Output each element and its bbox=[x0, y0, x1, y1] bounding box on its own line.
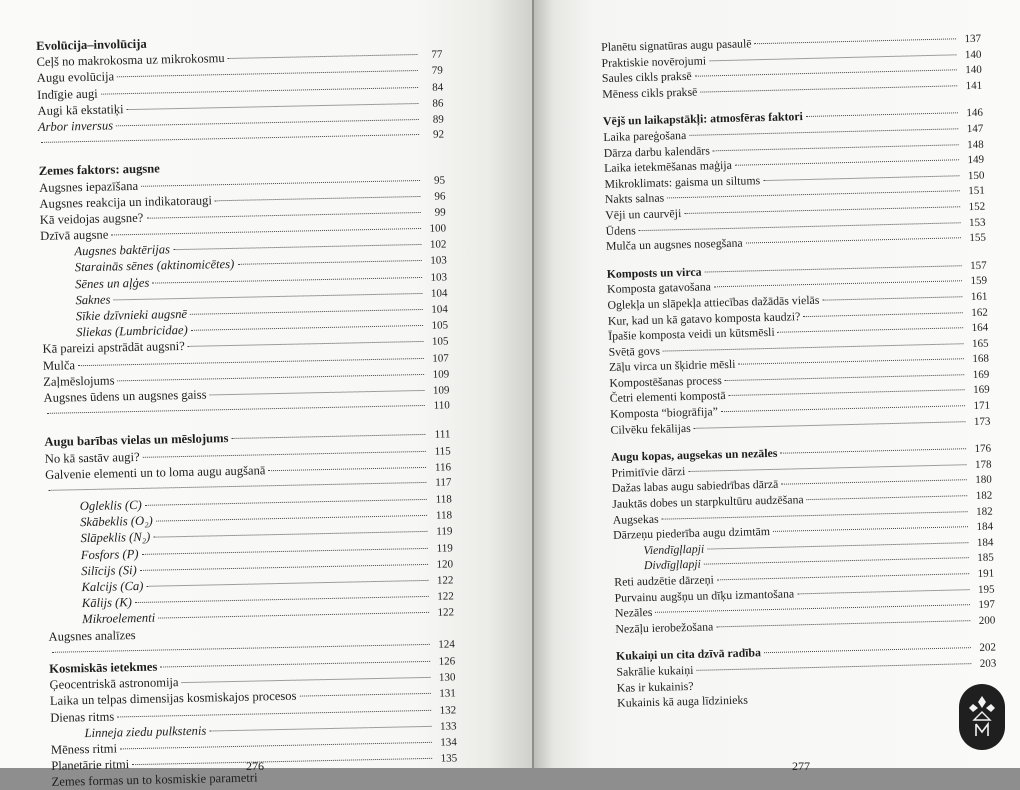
toc-entry-page: 105 bbox=[426, 318, 448, 335]
dot-leader bbox=[143, 450, 426, 457]
dot-leader bbox=[713, 144, 959, 151]
toc-entry-page: 131 bbox=[434, 686, 456, 703]
toc-entry-title: Oglekļa un slāpekļa attiecības dažādās vielās bbox=[607, 293, 819, 314]
toc-entry-title: Augsekas bbox=[613, 511, 659, 528]
dot-leader bbox=[763, 175, 959, 181]
toc-entry-title: Mēness ritmi bbox=[51, 740, 117, 758]
dot-leader bbox=[780, 448, 966, 454]
toc-entry-title: Silīcijs (Si) bbox=[81, 562, 137, 579]
toc-entry-title: Svētā govs bbox=[608, 343, 660, 360]
dot-leader bbox=[807, 495, 968, 500]
dot-leader bbox=[773, 526, 968, 532]
dot-leader bbox=[209, 726, 431, 732]
dot-leader bbox=[228, 54, 418, 59]
toc-entry-title: Kukainis kā auga līdzinieks bbox=[617, 693, 748, 712]
toc-entry-page: 152 bbox=[963, 200, 985, 216]
toc-entry-title: Augsnes baktērijas bbox=[74, 241, 170, 259]
toc-entry-title: Praktiskie novērojumi bbox=[601, 53, 706, 71]
dot-leader bbox=[709, 54, 956, 61]
toc-entry-page: 103 bbox=[425, 253, 447, 270]
toc-entry-page: 109 bbox=[427, 366, 449, 383]
logo-badge bbox=[959, 684, 1005, 750]
toc-entry-title: Ūdens bbox=[605, 223, 636, 239]
toc-entry-page: 168 bbox=[967, 352, 989, 368]
dot-leader bbox=[746, 237, 961, 243]
toc-entry-title: Zaļmēslojums bbox=[43, 372, 115, 390]
toc-entry-title: Indīgie augi bbox=[37, 85, 98, 102]
toc-entry-page: 132 bbox=[434, 702, 456, 719]
toc-entry-title: Evolūcija–involūcija bbox=[36, 36, 147, 55]
dot-leader bbox=[152, 277, 422, 284]
toc-entry-title: Mēness cikls praksē bbox=[602, 84, 697, 102]
toc-entry-page: 105 bbox=[426, 334, 448, 351]
toc-entry-page: 184 bbox=[971, 535, 993, 551]
toc-entry-page: 119 bbox=[430, 524, 452, 541]
toc-entry-page: 102 bbox=[424, 237, 446, 254]
toc-entry-page: 122 bbox=[432, 589, 454, 606]
dot-leader bbox=[140, 564, 428, 571]
toc-entry-page: 109 bbox=[427, 382, 449, 399]
toc-entry-page: 100 bbox=[424, 221, 446, 238]
toc-entry-title: Viendīgļlapji bbox=[643, 541, 704, 558]
toc-entry-page: 122 bbox=[432, 605, 454, 622]
dot-leader bbox=[153, 531, 427, 538]
toc-entry-page: 133 bbox=[434, 718, 456, 735]
toc-entry-title: Kukaiņi un cita dzīvā radība bbox=[616, 646, 761, 665]
toc-entry-title: Nezāles bbox=[615, 605, 653, 622]
toc-entry-page: 153 bbox=[963, 215, 985, 231]
dot-leader bbox=[190, 309, 423, 315]
toc-entry-title: Sīkie dzīvnieki augsnē bbox=[76, 306, 188, 325]
toc-entry-title: Dārza darbu kalendārs bbox=[604, 143, 710, 161]
dot-leader bbox=[142, 548, 428, 555]
toc-entry-page bbox=[694, 689, 716, 690]
dot-leader bbox=[237, 260, 421, 265]
dot-leader bbox=[113, 293, 422, 300]
dot-leader bbox=[145, 499, 427, 506]
toc-entry-title: Mikroelementi bbox=[82, 610, 155, 628]
toc-entry-title: Augu evolūcija bbox=[37, 69, 115, 87]
toc-entry-page: 146 bbox=[961, 106, 983, 122]
dot-leader bbox=[141, 179, 420, 186]
toc-entry-title: Nezāļu ierobežošana bbox=[615, 619, 713, 637]
toc-entry-page: 116 bbox=[429, 459, 451, 476]
dot-leader bbox=[135, 596, 429, 603]
toc-entry-title: Divdīgļlapji bbox=[644, 557, 701, 574]
toc-entry-title: Mulča bbox=[43, 357, 76, 374]
toc-entry-page: 182 bbox=[970, 489, 992, 505]
dot-leader bbox=[156, 515, 427, 522]
toc-entry-page: 118 bbox=[430, 491, 452, 508]
toc-entry-page: 96 bbox=[423, 188, 445, 205]
toc-entry-title: Kālijs (K) bbox=[82, 594, 132, 611]
dot-leader bbox=[704, 558, 969, 565]
dot-leader bbox=[160, 661, 430, 668]
toc-entry-page: 184 bbox=[971, 520, 993, 536]
dot-leader bbox=[182, 677, 431, 683]
toc-entry-page: 95 bbox=[423, 172, 445, 189]
toc-entry-title: Dažas labas augu sabiedrības dārzā bbox=[612, 477, 779, 497]
toc-entry-title: Augi kā ekstatiķi bbox=[37, 101, 123, 119]
toc-entry-page: 178 bbox=[969, 457, 991, 473]
toc-entry-page: 110 bbox=[428, 398, 450, 415]
toc-entry-title: Arbor inversus bbox=[38, 117, 114, 135]
toc-entry-title: Dārzeņu piederība augu dzimtām bbox=[613, 524, 770, 543]
dot-leader bbox=[268, 467, 426, 471]
toc-right bbox=[601, 31, 997, 712]
toc-entry-page: 185 bbox=[972, 551, 994, 567]
toc-entry-page: 89 bbox=[422, 111, 444, 128]
dot-leader bbox=[215, 196, 421, 201]
toc-entry-page: 141 bbox=[960, 78, 982, 94]
toc-entry-title: Dzīvā augsne bbox=[40, 227, 109, 245]
toc-entry-title: Purvainu augšņu un dīķu izmantošana bbox=[614, 586, 794, 606]
dot-leader bbox=[707, 542, 968, 549]
toc-entry-page: 103 bbox=[425, 269, 447, 286]
dot-leader bbox=[48, 482, 426, 491]
toc-entry-title: Linneja ziedu pulkstenis bbox=[84, 722, 206, 741]
toc-entry-page: 137 bbox=[959, 32, 981, 48]
toc-entry-page: 155 bbox=[964, 231, 986, 247]
toc-entry-page: 86 bbox=[421, 95, 443, 112]
dot-leader bbox=[663, 343, 963, 351]
dot-leader bbox=[738, 359, 963, 366]
toc-entry-page: 126 bbox=[433, 653, 455, 670]
toc-entry-page: 111 bbox=[428, 427, 450, 444]
toc-entry-page: 115 bbox=[429, 443, 451, 460]
toc-entry-page: 140 bbox=[960, 63, 982, 79]
toc-entry-title: Kur, kad un kā gatavo komposta kaudzi? bbox=[608, 309, 801, 329]
toc-entry-page: 119 bbox=[431, 540, 453, 557]
toc-entry-title: Komposta gatavošana bbox=[607, 280, 711, 298]
toc-entry-page: 117 bbox=[429, 474, 451, 491]
dot-leader bbox=[41, 134, 419, 143]
dot-leader bbox=[639, 222, 961, 231]
toc-entry-title: Īpašie komposta veidi un kūtsmēsli bbox=[608, 325, 775, 345]
dot-leader bbox=[721, 405, 965, 412]
toc-entry-title: Augsnes ūdens un augsnes gaiss bbox=[43, 386, 206, 406]
toc-entry-title: Augsnes reakcija un indikatoraugi bbox=[39, 192, 212, 212]
dot-leader bbox=[797, 589, 969, 594]
dot-leader bbox=[688, 464, 966, 472]
dot-leader bbox=[778, 327, 964, 333]
toc-entry-title: Sēnes un aļģes bbox=[75, 274, 149, 292]
toc-entry-title: Zāļu virca un šķidrie mēsli bbox=[609, 357, 736, 376]
page-number-right: 277 bbox=[792, 759, 810, 774]
dot-leader bbox=[78, 358, 424, 366]
dot-leader bbox=[191, 325, 423, 331]
toc-entry-page: 162 bbox=[966, 305, 988, 321]
dot-leader bbox=[158, 612, 429, 619]
toc-entry-title: Ģeocentriskā astronomija bbox=[49, 674, 178, 693]
toc-entry-title: Zemes faktors: augsne bbox=[39, 161, 160, 180]
toc-entry-page: 159 bbox=[965, 274, 987, 290]
dot-leader bbox=[781, 480, 967, 486]
toc-entry-page: 99 bbox=[424, 204, 446, 221]
dot-leader bbox=[717, 573, 969, 580]
toc-entry-title: Augu kopas, augsekas un nezāles bbox=[611, 446, 778, 466]
toc-entry-page: 149 bbox=[962, 153, 984, 169]
toc-entry-page: 104 bbox=[426, 301, 448, 318]
toc-entry-title: Cilvēku fekālijas bbox=[610, 421, 691, 439]
toc-entry-page: 169 bbox=[967, 367, 989, 383]
toc-entry-title: Kompostēšanas process bbox=[609, 373, 722, 391]
dot-leader bbox=[735, 159, 959, 165]
toc-entry-title: Skābeklis (O₂) bbox=[80, 513, 153, 531]
toc-entry-title: Zemes formas un to kosmiskie parametri bbox=[51, 770, 257, 790]
toc-entry-page: 130 bbox=[433, 669, 455, 686]
toc-entry-title: No kā sastāv augi? bbox=[45, 448, 140, 466]
toc-entry-title: Primitīvie dārzi bbox=[611, 464, 685, 481]
dot-leader bbox=[803, 312, 962, 317]
toc-entry-page: 134 bbox=[435, 734, 457, 751]
toc-entry-title: Vēji un caurvēji bbox=[605, 206, 681, 223]
dot-leader bbox=[120, 742, 432, 750]
toc-entry-page: 124 bbox=[433, 636, 455, 653]
toc-entry-title: Augsnes iepazīšana bbox=[39, 177, 138, 195]
toc-entry-title: Fosfors (P) bbox=[81, 546, 139, 563]
toc-entry-page: 176 bbox=[969, 442, 991, 458]
toc-entry-title: Mikroklimats: gaisma un siltums bbox=[604, 173, 760, 192]
dot-leader bbox=[127, 103, 419, 110]
toc-entry-title: Kas ir kukainis? bbox=[617, 678, 694, 695]
toc-entry-page: 171 bbox=[968, 399, 990, 415]
dot-leader bbox=[694, 421, 966, 429]
dot-leader bbox=[764, 648, 971, 654]
toc-entry-title: Sliekas (Lumbricidae) bbox=[76, 322, 188, 341]
toc-entry-title: Kā veidojas augsne? bbox=[40, 210, 144, 228]
toc-entry-title: Reti audzētie dārzeņi bbox=[614, 572, 714, 590]
diamond-crest-icon bbox=[967, 694, 997, 740]
toc-entry-page: 197 bbox=[973, 598, 995, 614]
toc-entry-title: Kā pareizi apstrādāt augsni? bbox=[42, 338, 185, 357]
page-number-left: 276 bbox=[246, 759, 264, 774]
toc-entry-page: 200 bbox=[973, 613, 995, 629]
dot-leader bbox=[806, 113, 958, 118]
toc-entry-title: Laika pareģošana bbox=[603, 128, 686, 146]
dot-leader bbox=[101, 87, 418, 95]
dot-leader bbox=[231, 434, 425, 439]
toc-entry-page: 140 bbox=[959, 47, 981, 63]
dot-leader bbox=[173, 244, 421, 250]
toc-entry-page: 157 bbox=[964, 258, 986, 274]
toc-entry-page: 169 bbox=[968, 383, 990, 399]
dot-leader bbox=[755, 38, 957, 44]
dot-leader bbox=[117, 709, 431, 717]
dot-leader bbox=[188, 341, 424, 347]
toc-entry-page: 150 bbox=[962, 168, 984, 184]
dot-leader bbox=[118, 374, 425, 381]
toc-entry-page: 173 bbox=[968, 414, 990, 430]
dot-leader bbox=[132, 758, 432, 765]
toc-entry-page: 104 bbox=[425, 285, 447, 302]
toc-entry-title: Četri elementi kompostā bbox=[610, 389, 726, 407]
toc-entry-title: Jauktās dobes un starpkultūru audzēšana bbox=[612, 492, 804, 512]
toc-entry-page: 118 bbox=[430, 508, 452, 525]
dot-leader bbox=[714, 281, 962, 288]
toc-entry-page: 195 bbox=[972, 582, 994, 598]
dot-leader bbox=[117, 70, 418, 77]
toc-entry-page: 203 bbox=[974, 656, 996, 672]
toc-entry-title: Sakrālie kukaiņi bbox=[616, 663, 693, 680]
toc-entry-title: Slāpeklis (N₂) bbox=[80, 529, 150, 547]
toc-entry-page: 122 bbox=[431, 572, 453, 589]
dot-leader bbox=[716, 620, 970, 627]
dot-leader bbox=[210, 390, 425, 396]
dot-leader bbox=[696, 663, 971, 671]
dot-leader bbox=[729, 390, 965, 397]
dot-leader bbox=[667, 191, 960, 199]
toc-entry-title: Kosmiskās ietekmes bbox=[49, 659, 157, 677]
toc-entry-page: 161 bbox=[965, 290, 987, 306]
dot-leader bbox=[52, 644, 430, 653]
dot-leader bbox=[695, 70, 957, 77]
toc-entry-page: 92 bbox=[422, 127, 444, 144]
dot-leader bbox=[47, 405, 425, 414]
dot-leader bbox=[655, 604, 970, 613]
dot-leader bbox=[146, 580, 428, 587]
toc-entry-title: Galvenie elementi un to loma augu augšanā bbox=[45, 462, 266, 483]
toc-entry-page: 180 bbox=[970, 473, 992, 489]
toc-entry-title: Starainās sēnes (aktinomicētes) bbox=[75, 256, 235, 276]
toc-entry-page: 147 bbox=[961, 122, 983, 138]
toc-entry-title: Vējš un laikapstākļi: atmosfēras faktori bbox=[603, 109, 803, 129]
toc-entry-title: Laika un telpas dimensijas kosmiskajos procesos bbox=[50, 688, 297, 709]
dot-leader bbox=[146, 212, 420, 219]
toc-entry-page: 79 bbox=[421, 63, 443, 80]
toc-entry-title: Augu barības vielas un mēslojums bbox=[44, 430, 228, 450]
dot-leader bbox=[111, 228, 421, 235]
toc-entry-title: Komposts un virca bbox=[607, 264, 702, 282]
toc-entry-title: Komposta “biogrāfija” bbox=[610, 404, 718, 422]
toc-entry-page: 135 bbox=[435, 750, 457, 767]
toc-entry-title: Planetārie ritmi bbox=[51, 756, 129, 774]
toc-entry-page: 148 bbox=[961, 137, 983, 153]
toc-entry-page: 191 bbox=[972, 567, 994, 583]
toc-entry-title: Saknes bbox=[75, 291, 110, 308]
toc-left bbox=[36, 29, 458, 790]
toc-entry-page bbox=[748, 703, 770, 704]
toc-entry-title: Kalcijs (Ca) bbox=[81, 578, 143, 595]
dot-leader bbox=[689, 128, 958, 136]
toc-entry-title: Laika ietekmēšanas maģija bbox=[604, 158, 732, 177]
toc-entry-title: Nakts salnas bbox=[605, 191, 665, 208]
toc-entry-title: Mulča un augsnes nosegšana bbox=[606, 236, 743, 255]
toc-entry-page: 120 bbox=[431, 556, 453, 573]
dot-leader bbox=[822, 296, 962, 300]
dot-leader bbox=[684, 206, 960, 214]
dot-leader bbox=[662, 511, 968, 519]
dot-leader bbox=[700, 85, 957, 92]
toc-entry-title: Planētu signatūras augu pasaulē bbox=[601, 36, 752, 55]
toc-entry-page: 165 bbox=[966, 336, 988, 352]
dot-leader bbox=[725, 374, 965, 381]
right-page bbox=[534, 0, 1020, 768]
toc-entry-page: 164 bbox=[966, 321, 988, 337]
dot-leader bbox=[116, 119, 419, 126]
toc-entry-title: Ogleklis (C) bbox=[80, 497, 142, 514]
toc-entry-page: 77 bbox=[420, 47, 442, 64]
toc-entry-title: Dienas ritms bbox=[50, 708, 114, 726]
dot-leader bbox=[299, 693, 430, 697]
toc-entry-page: 151 bbox=[963, 184, 985, 200]
dot-leader bbox=[705, 265, 962, 272]
toc-entry-page: 84 bbox=[421, 79, 443, 96]
toc-entry-title: Augsnes analīzes bbox=[48, 627, 135, 645]
toc-entry-title: Ceļš no makrokosma uz mikrokosmu bbox=[36, 50, 224, 70]
toc-entry-page: 107 bbox=[427, 350, 449, 367]
toc-entry-page: 202 bbox=[974, 641, 996, 657]
toc-entry-title: Saules cikls praksē bbox=[602, 69, 692, 87]
toc-entry-page: 182 bbox=[970, 504, 992, 520]
